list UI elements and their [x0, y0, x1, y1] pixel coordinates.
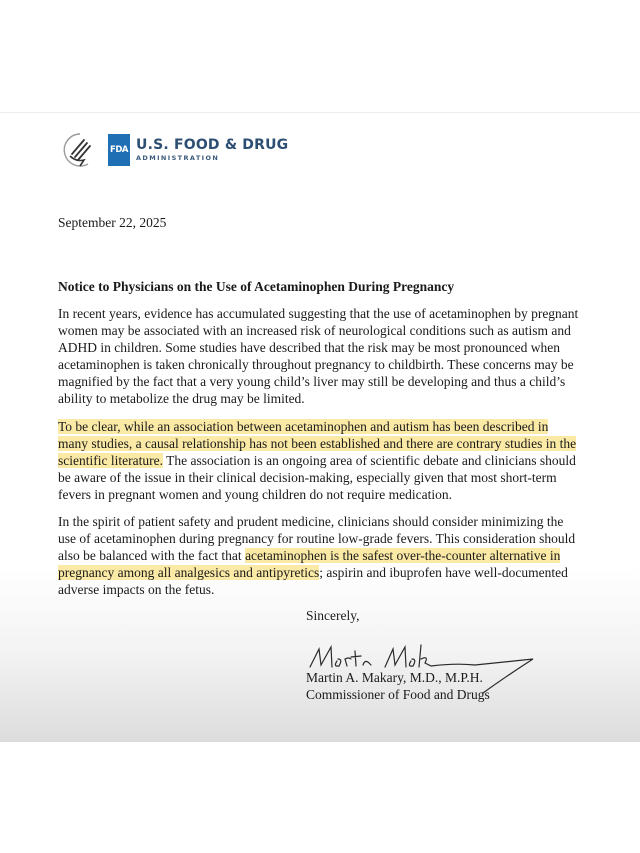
paragraph-line — [58, 565, 598, 582]
hhs-eagle-logo-icon — [58, 130, 98, 170]
paragraph-line: acetaminophen is taken chronically throughout pregnancy to childbirth. These concerns may be — [58, 356, 574, 372]
fda-logo-badge: FDA — [108, 134, 130, 166]
letter-title: Notice to Physicians on the Use of Acetaminophen During Pregnancy — [58, 279, 455, 294]
paragraph-line — [58, 419, 598, 436]
agency-name-sub: ADMINISTRATION — [136, 154, 220, 162]
paragraph-line: ADHD in children. Some studies have described that the risk may be most pronounced when — [58, 339, 561, 355]
paragraph-text: The association is an ongoing area of scientific debate and clinicians should — [162, 452, 576, 468]
letter-page — [0, 112, 640, 742]
paragraph-2 — [58, 419, 598, 504]
paragraph-line: use of acetaminophen during pregnancy for routine low-grade fevers. This consideration should — [58, 530, 576, 546]
paragraph-line: In recent years, evidence has accumulated suggesting that the use of acetaminophen by pregnant — [58, 306, 579, 321]
paragraph-line: ability to metabolize the drug may be limited. — [58, 390, 305, 406]
paragraph-text: also be balanced with the fact that — [58, 547, 246, 563]
highlighted-text: pregnancy among all analgesics and antipyretics — [58, 564, 320, 580]
paragraph-line: women may be associated with an increased risk of neurological conditions such as autism and — [58, 322, 571, 338]
agency-name-main: U.S. FOOD & DRUG — [136, 137, 289, 153]
paragraph-line: magnified by the fact that a very young child’s liver may still be developing and thus a child’s — [58, 373, 566, 389]
paragraph-line: In the spirit of patient safety and prudent medicine, clinicians should consider minimizing the — [58, 514, 564, 529]
closing: Sincerely, — [306, 608, 360, 623]
paragraph-line: adverse impacts on the fetus. — [58, 581, 215, 597]
paragraph-text: ; aspirin and ibuprofen have well-documented — [319, 564, 568, 580]
paragraph-line: be aware of the issue in their clinical decision-making, especially given that most short-term — [58, 469, 557, 485]
highlighted-text: acetaminophen is the safest over-the-counter alternative in — [245, 547, 561, 563]
highlighted-text: To be clear, while an association between acetaminophen and autism has been described in — [58, 419, 549, 434]
paragraph-line: fevers in pregnant women and young children do not require medication. — [58, 486, 453, 502]
paragraph-line — [58, 548, 598, 565]
signer-name: Martin A. Makary, M.D., M.P.H. — [306, 670, 483, 685]
highlighted-text: scientific literature. — [58, 452, 163, 468]
paragraph-1 — [58, 306, 598, 407]
paragraph-line — [58, 436, 598, 453]
paragraph-line — [58, 453, 598, 470]
highlighted-text: many studies, a causal relationship has not been established and there are contrary studies in the — [58, 435, 577, 451]
paragraph-3 — [58, 514, 598, 599]
signer-block — [306, 669, 490, 703]
letterhead — [58, 131, 288, 169]
letter-date: September 22, 2025 — [58, 215, 167, 230]
agency-name — [136, 137, 288, 163]
signer-title: Commissioner of Food and Drugs — [306, 687, 490, 702]
